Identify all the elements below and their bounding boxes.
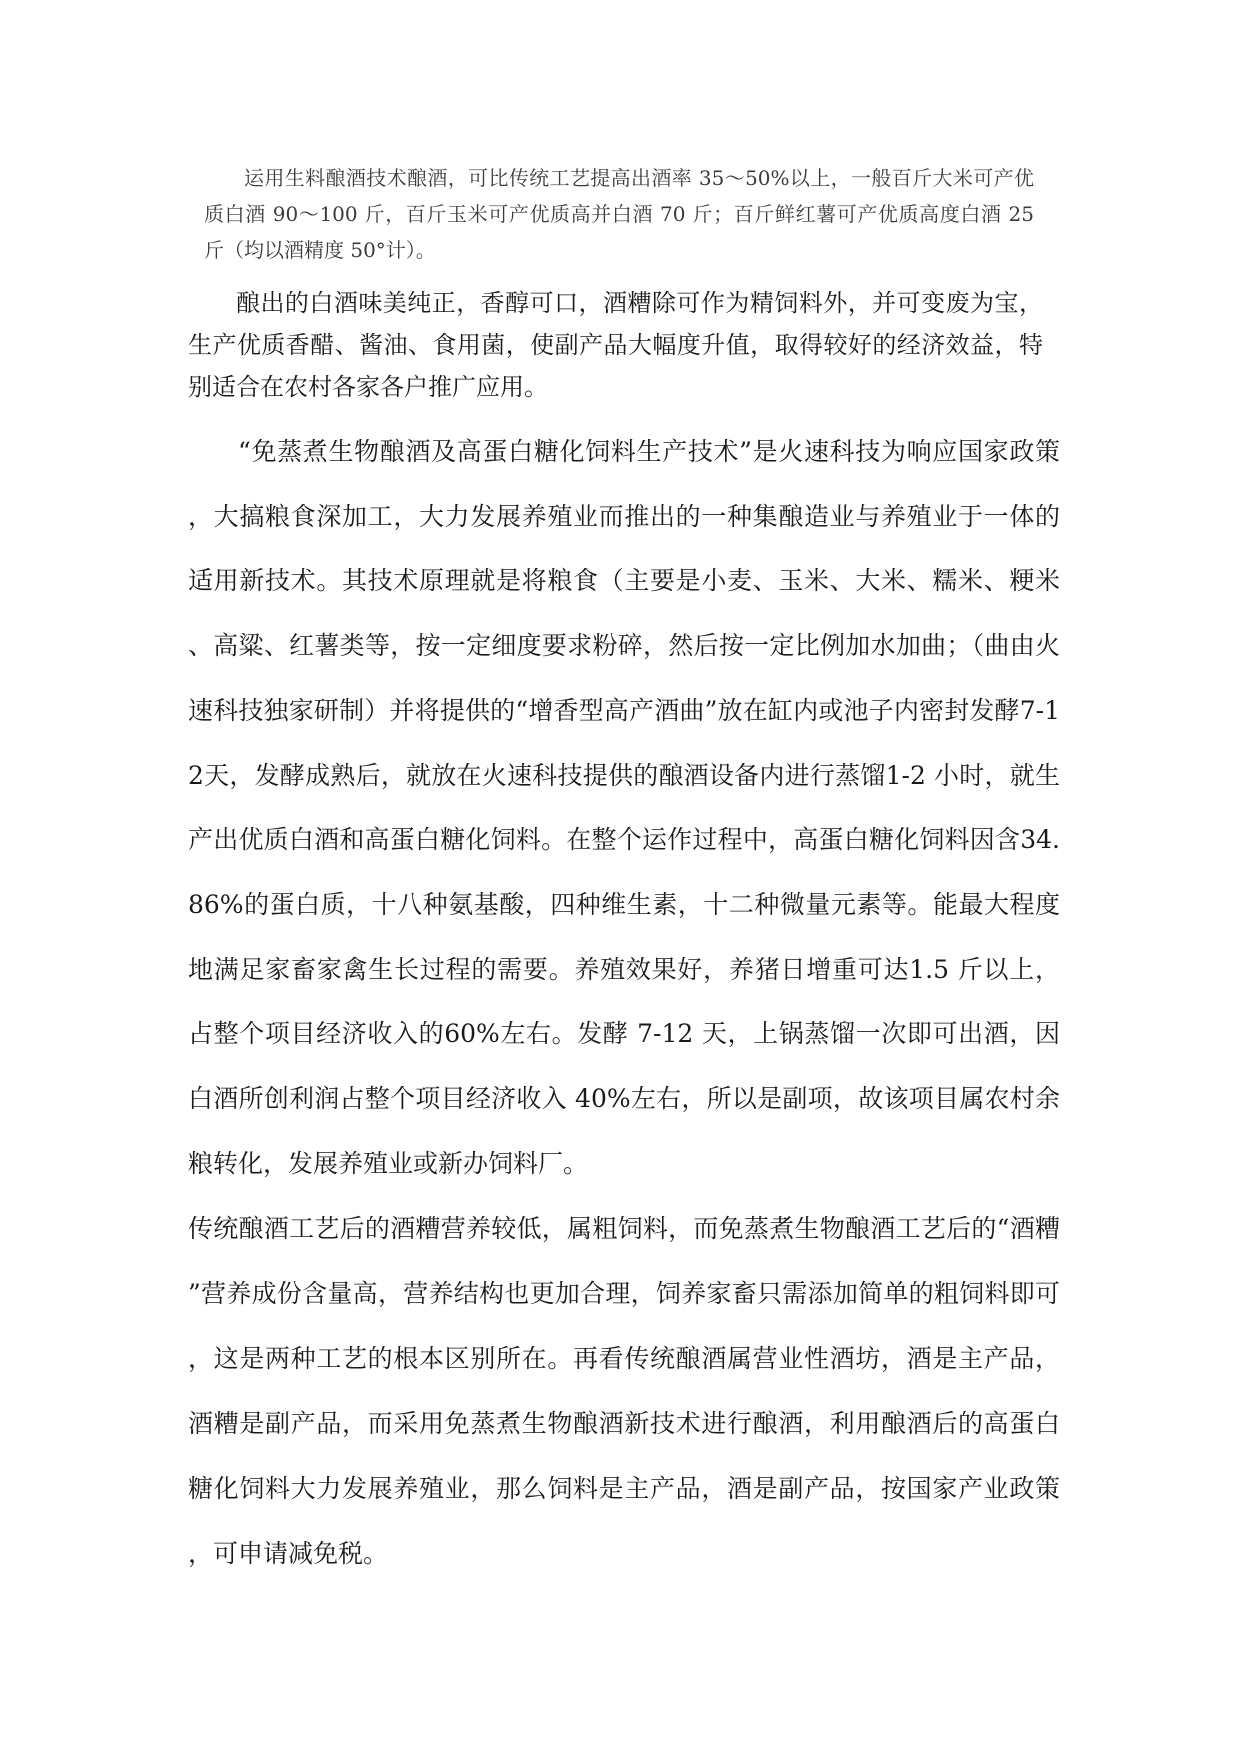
paragraph-technology: “免蒸煮生物酿酒及高蛋白糖化饲料生产技术”是火速科技为响应国家政策，大搞粮食深加工，大力发展养殖业而推出的一种集酿造业与养殖业于一体的适用新技术。其技术原理就是将粮食（主要是小麦、玉米、大米、糯米、粳米、高粱、红薯类等，按一定细度要求粉碎，然后按一定比例加水加曲；（曲由火速科技独家研制）并将提供的“增香型高产酒曲”放在缸内或池子内密封发酵7-12天，发酵成熟后，就放在火速科技提供的酿酒设备内进行蒸馏1-2 小时，就生产出优质白酒和高蛋白糖化饲料。在整个运作过程中，高蛋白糖化饲料因含34.86%的蛋白质，十八种氨基酸，四种维生素，十二种微量元素等。能最大程度地满足家畜家禽生长过程的需要。养殖效果好，养猪日增重可达1.5 斤以上，占整个项目经济收入的60%左右。发酵 7-12 天，上锅蒸馏一次即可出酒，因白酒所创利润占整个项目经济收入 40%左右，所以是副项，故该项目属农村余粮转化，发展养殖业或新办饲料厂。 [188,437,1060,1178]
paragraph-quality: 酿出的白酒味美纯正，香醇可口，酒糟除可作为精饲料外，并可变废为宝，生产优质香醋、酱油、食用菌，使副产品大幅度升值，取得较好的经济效益，特别适合在农村各家各户推广应用。 [188,289,1043,401]
paragraph-comparison: 传统酿酒工艺后的酒糟营养较低，属粗饲料，而免蒸煮生物酿酒工艺后的“酒糟”营养成份含量高，营养结构也更加合理，饲养家畜只需添加简单的粗饲料即可，这是两种工艺的根本区别所在。再看传统酿酒属营业性酒坊，酒是主产品，酒糟是副产品，而采用免蒸煮生物酿酒新技术进行酿酒，利用酿酒后的高蛋白糖化饲料大力发展养殖业，那么饲料是主产品，酒是副产品，按国家产业政策，可申请减免税。 [188,1214,1060,1568]
paragraph-yield: 运用生料酿酒技术酿酒，可比传统工艺提高出酒率 35～50%以上，一般百斤大米可产优质白酒 90～100 斤，百斤玉米可产优质高并白酒 70 斤；百斤鲜红薯可产优质高度白酒 25 斤（均以酒精度 50°计）。 [204,166,1034,262]
